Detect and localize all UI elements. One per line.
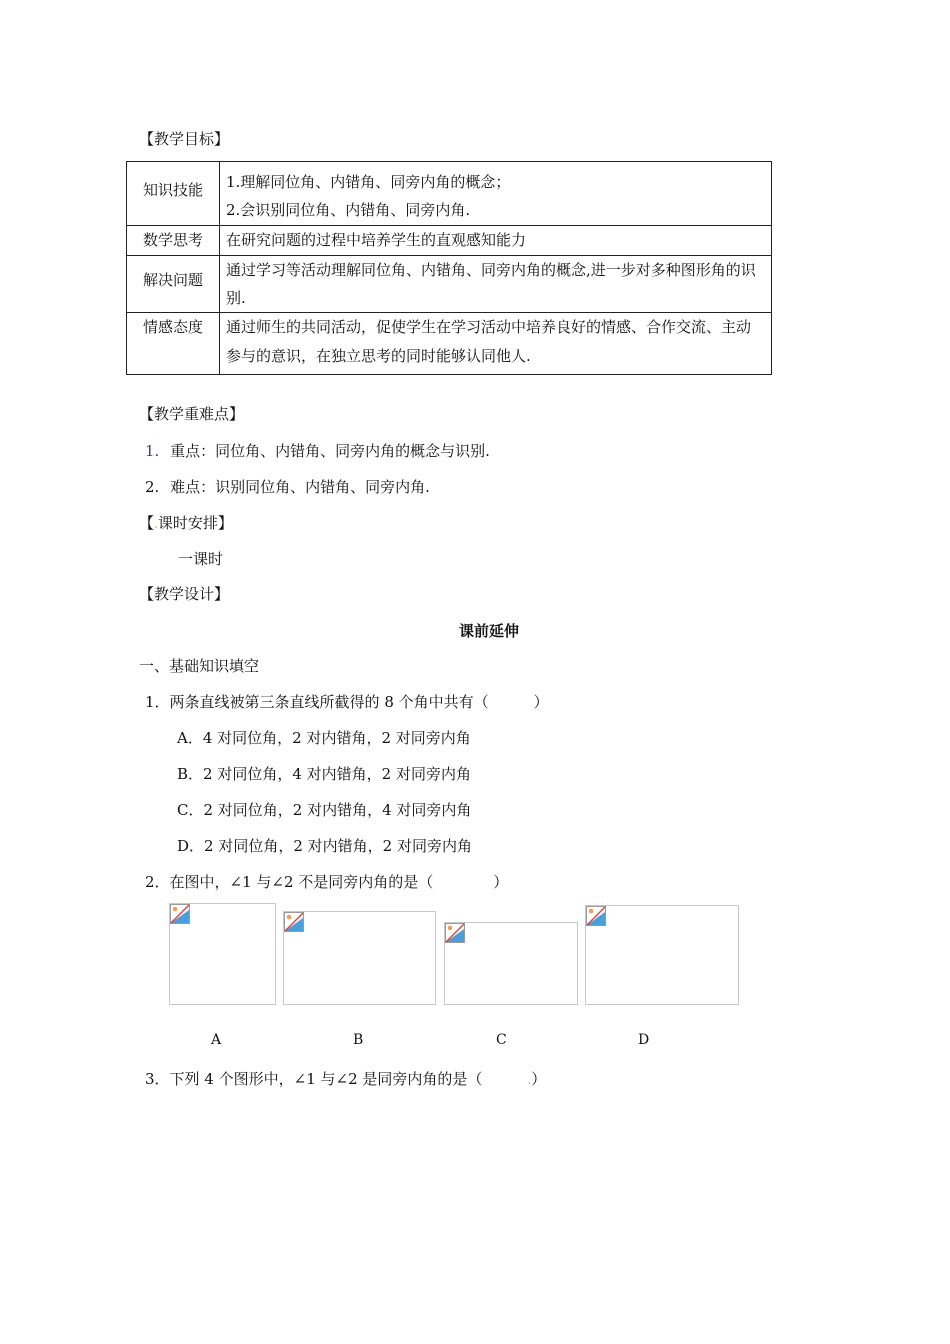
- broken-image-icon: [284, 912, 304, 932]
- pre-class-title: 课前延伸: [459, 622, 520, 640]
- table-row: [127, 162, 772, 226]
- section-heading-key-points: 【教学重难点】: [139, 405, 245, 423]
- goal-description: 在研究问题的过程中培养学生的直观感知能力: [220, 226, 772, 256]
- figure-label-d: D: [638, 1032, 650, 1048]
- broken-image-icon: [170, 904, 190, 924]
- question-1-option-c: C．2 对同位角，2 对内错角，4 对同旁内角: [177, 801, 472, 819]
- question-1-option-a: A．4 对同位角，2 对内错角，2 对同旁内角: [177, 729, 471, 747]
- question-3-stem: 3．下列 4 个图形中，∠1 与∠2 是同旁内角的是（ .）: [145, 1070, 547, 1088]
- goal-category: 解决问题: [127, 256, 220, 313]
- figure-label-b: B: [353, 1032, 364, 1048]
- figure-b-image: [283, 911, 436, 1005]
- key-point-2: 2. 难点：识别同位角、内错角、同旁内角.: [145, 478, 430, 496]
- goal-description: 1.理解同位角、内错角、同旁内角的概念； 2.会识别同位角、内错角、同旁内角.: [220, 162, 772, 226]
- goal-category: 数学思考: [127, 226, 220, 256]
- question-2-stem: 2．在图中，∠1 与∠2 不是同旁内角的是（ ）: [145, 873, 509, 891]
- figure-label-a: A: [211, 1032, 222, 1048]
- table-row: [127, 313, 772, 375]
- question-1-option-d: D．2 对同位角，2 对内错角，2 对同旁内角: [177, 837, 472, 855]
- section-heading-schedule: 【.课时安排】: [139, 514, 233, 532]
- table-row: [127, 226, 772, 256]
- figure-c-image: [444, 922, 578, 1005]
- section-heading-design: 【教学设计】: [139, 585, 230, 603]
- figure-d-image: [585, 905, 739, 1005]
- goal-category: 知识技能: [127, 162, 220, 226]
- goal-category: 情感态度: [127, 313, 220, 375]
- question-1-option-b: B．2 对同位角，4 对内错角，2 对同旁内角: [177, 765, 471, 783]
- goal-description: 通过学习等活动理解同位角、内错角、同旁内角的概念,进一步对多种图形角的识别.: [220, 256, 772, 313]
- broken-image-icon: [586, 906, 606, 926]
- section-heading-goals: 【教学目标】: [139, 130, 230, 148]
- goal-description: 通过师生的共同活动，促使学生在学习活动中培养良好的情感、合作交流、主动参与的意识，在独立思考的同时能够认同他人.: [220, 313, 772, 375]
- figure-label-c: C: [496, 1032, 507, 1048]
- part1-title: 一、基础知识填空: [139, 657, 260, 675]
- schedule-value: 一课时: [178, 550, 224, 568]
- teaching-goals-table: [126, 161, 772, 375]
- broken-image-icon: [445, 923, 465, 943]
- table-row: [127, 256, 772, 313]
- question-1-stem: 1．两条直线被第三条直线所截得的 8 个角中共有（ ）: [145, 693, 549, 711]
- key-point-1: 1. 重点：同位角、内错角、同旁内角的概念与识别.: [145, 442, 490, 460]
- figure-a-image: [169, 903, 276, 1005]
